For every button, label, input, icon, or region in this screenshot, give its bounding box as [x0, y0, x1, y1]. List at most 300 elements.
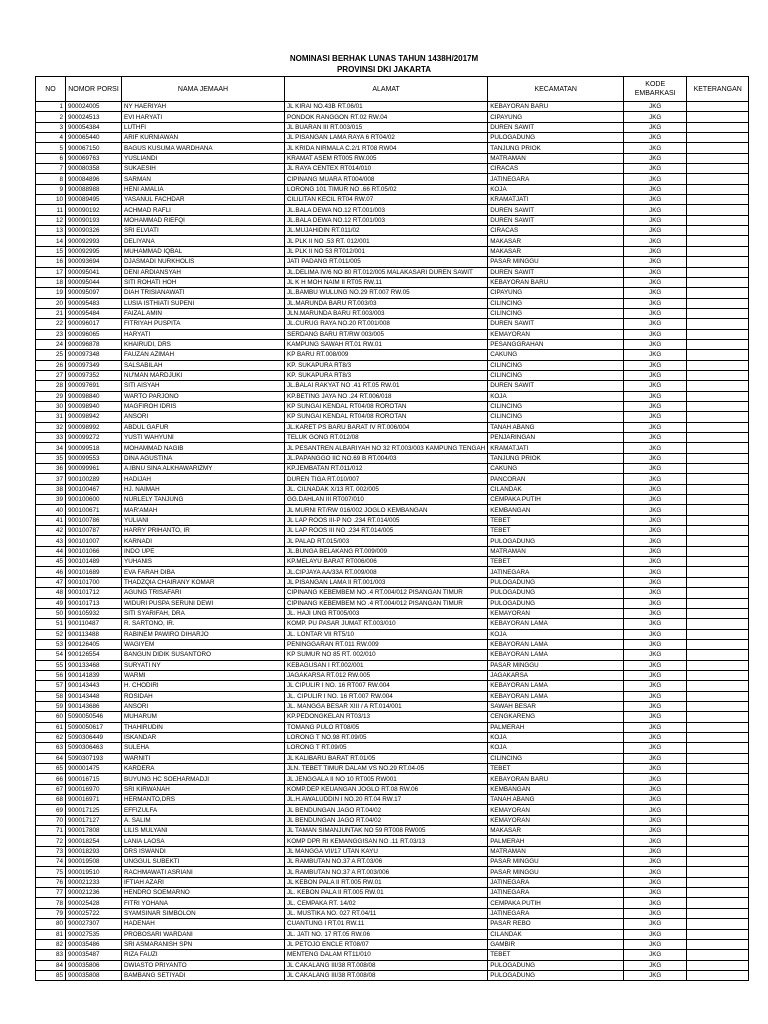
cell-keterangan	[687, 567, 749, 577]
table-row	[36, 960, 749, 970]
cell-nama-jemaah: RIZA FAUZI	[122, 950, 285, 960]
cell-keterangan	[687, 598, 749, 608]
cell-kode-embarkasi: JKG	[624, 691, 687, 701]
cell-keterangan	[687, 526, 749, 536]
table-row	[36, 598, 749, 608]
cell-nomor-porsi: 900021233	[66, 877, 122, 887]
cell-kode-embarkasi: JKG	[624, 515, 687, 525]
cell-nama-jemaah: ANSORI	[122, 412, 285, 422]
cell-nama-jemaah: MAGFIROH IDRIS	[122, 401, 285, 411]
table-row	[36, 350, 749, 360]
cell-nomor-porsi: 900088988	[66, 184, 122, 194]
cell-nama-jemaah: MAR'AMAH	[122, 505, 285, 515]
cell-alamat: JATI PADANG RT.011/005	[285, 257, 488, 267]
table-row	[36, 133, 749, 143]
table-row	[36, 505, 749, 515]
cell-kecamatan: KRAMATJATI	[488, 443, 624, 453]
cell-nomor-porsi: 900035486	[66, 939, 122, 949]
cell-no: 76	[36, 877, 66, 887]
cell-no: 4	[36, 133, 66, 143]
cell-nama-jemaah: ABDUL GAFUR	[122, 422, 285, 432]
cell-alamat: JL MURNI RT/RW 016/002 JOGLO KEMBANGAN	[285, 505, 488, 515]
table-row	[36, 226, 749, 236]
cell-keterangan	[687, 319, 749, 329]
cell-kode-embarkasi: JKG	[624, 712, 687, 722]
cell-no: 14	[36, 236, 66, 246]
cell-kode-embarkasi: JKG	[624, 246, 687, 256]
table-row	[36, 629, 749, 639]
cell-nama-jemaah: DIAH TRISIANAWATI	[122, 288, 285, 298]
cell-nomor-porsi: 900016715	[66, 774, 122, 784]
cell-kode-embarkasi: JKG	[624, 784, 687, 794]
cell-nama-jemaah: BANGUN DIDIK SUSANTORO	[122, 650, 285, 660]
cell-no: 63	[36, 743, 66, 753]
cell-kecamatan: KOJA	[488, 732, 624, 742]
cell-keterangan	[687, 474, 749, 484]
table-row	[36, 174, 749, 184]
cell-keterangan	[687, 422, 749, 432]
cell-kecamatan: PULOGADUNG	[488, 133, 624, 143]
cell-alamat: JL. CILNADAK X/13 RT. 002/005	[285, 484, 488, 494]
cell-kecamatan: KEMAYORAN	[488, 608, 624, 618]
table-row	[36, 764, 749, 774]
table-row	[36, 557, 749, 567]
cell-kecamatan: DUREN SAWIT	[488, 215, 624, 225]
cell-keterangan	[687, 691, 749, 701]
cell-nomor-porsi: 900025722	[66, 908, 122, 918]
cell-keterangan	[687, 133, 749, 143]
cell-alamat: JL PLK II NO .53 RT. 012/001	[285, 236, 488, 246]
cell-kode-embarkasi: JKG	[624, 650, 687, 660]
cell-no: 71	[36, 826, 66, 836]
cell-kode-embarkasi: JKG	[624, 370, 687, 380]
cell-nomor-porsi: 900097691	[66, 381, 122, 391]
header-nama-jemaah: NAMA JEMAAH	[122, 77, 285, 102]
cell-kode-embarkasi: JKG	[624, 453, 687, 463]
cell-alamat: JL.CIPJAYA AA/33A RT.009/008	[285, 567, 488, 577]
table-row	[36, 319, 749, 329]
cell-keterangan	[687, 867, 749, 877]
cell-no: 61	[36, 722, 66, 732]
cell-kode-embarkasi: JKG	[624, 764, 687, 774]
cell-nama-jemaah: HENDRO SOEMARNO	[122, 888, 285, 898]
cell-alamat: JLN.MARUNDA BARU RT.003/003	[285, 308, 488, 318]
table-row	[36, 277, 749, 287]
table-row	[36, 391, 749, 401]
cell-nama-jemaah: IFTIAH AZARI	[122, 877, 285, 887]
cell-kode-embarkasi: JKG	[624, 505, 687, 515]
cell-nomor-porsi: 900101700	[66, 577, 122, 587]
cell-nama-jemaah: ACHMAD RAFLI	[122, 205, 285, 215]
cell-nama-jemaah: DJASMADI NURKHOLIS	[122, 257, 285, 267]
cell-alamat: KP SUNGAI KENDAL RT04/08 ROROTAN	[285, 412, 488, 422]
cell-alamat: JL.BALA DEWA NO.12 RT.001/003	[285, 215, 488, 225]
cell-kecamatan: KEBAYORAN BARU	[488, 774, 624, 784]
cell-kecamatan: CILINCING	[488, 412, 624, 422]
table-row	[36, 370, 749, 380]
cell-nama-jemaah: WARMI	[122, 670, 285, 680]
cell-alamat: PENINGGARAN RT.011 RW.009	[285, 639, 488, 649]
cell-no: 27	[36, 370, 66, 380]
table-row	[36, 102, 749, 112]
cell-kode-embarkasi: JKG	[624, 743, 687, 753]
cell-kecamatan: KEBAYORAN LAMA	[488, 639, 624, 649]
cell-keterangan	[687, 143, 749, 153]
cell-kecamatan: PULOGADUNG	[488, 970, 624, 980]
cell-no: 5	[36, 143, 66, 153]
cell-alamat: JL PLK II NO 53 RT012/001	[285, 246, 488, 256]
cell-kecamatan: PULOGADUNG	[488, 577, 624, 587]
cell-nomor-porsi: 900141839	[66, 670, 122, 680]
cell-keterangan	[687, 505, 749, 515]
cell-kecamatan: KEBAYORAN LAMA	[488, 619, 624, 629]
cell-keterangan	[687, 515, 749, 525]
header-nomor-porsi: NOMOR PORSI	[66, 77, 122, 102]
cell-kecamatan: KEMAYORAN	[488, 329, 624, 339]
cell-nama-jemaah: EFFIZULFA	[122, 805, 285, 815]
cell-keterangan	[687, 277, 749, 287]
cell-alamat: KP.JEMBATAN RT.011/012	[285, 464, 488, 474]
cell-kode-embarkasi: JKG	[624, 236, 687, 246]
cell-nomor-porsi: 900098942	[66, 412, 122, 422]
cell-kecamatan: PASAR MINGGU	[488, 867, 624, 877]
cell-kecamatan: KEMAYORAN	[488, 815, 624, 825]
cell-nomor-porsi: 900096878	[66, 339, 122, 349]
cell-nama-jemaah: WAGIYEM	[122, 639, 285, 649]
cell-kecamatan: PESANGGRAHAN	[488, 339, 624, 349]
cell-keterangan	[687, 443, 749, 453]
cell-keterangan	[687, 836, 749, 846]
cell-nama-jemaah: YULIANI	[122, 515, 285, 525]
cell-keterangan	[687, 588, 749, 598]
cell-alamat: SERDANG BARU RT/RW 003/005	[285, 329, 488, 339]
cell-kode-embarkasi: JKG	[624, 308, 687, 318]
cell-keterangan	[687, 153, 749, 163]
cell-alamat: LORONG T RT.09/05	[285, 743, 488, 753]
cell-no: 81	[36, 929, 66, 939]
table-row	[36, 867, 749, 877]
cell-no: 8	[36, 174, 66, 184]
cell-kecamatan: TEBET	[488, 515, 624, 525]
cell-nomor-porsi: 900025428	[66, 898, 122, 908]
cell-nama-jemaah: NU'MAN MARDJUKI	[122, 370, 285, 380]
cell-kode-embarkasi: JKG	[624, 888, 687, 898]
table-row	[36, 836, 749, 846]
table-row	[36, 515, 749, 525]
cell-alamat: JL.BALAI RAKYAT NO .41 RT.05 RW.01	[285, 381, 488, 391]
cell-no: 16	[36, 257, 66, 267]
cell-no: 44	[36, 546, 66, 556]
cell-keterangan	[687, 722, 749, 732]
cell-nomor-porsi: 900069763	[66, 153, 122, 163]
cell-keterangan	[687, 298, 749, 308]
cell-keterangan	[687, 815, 749, 825]
cell-alamat: JL.BUNGA BELAKANG RT.009/009	[285, 546, 488, 556]
table-row	[36, 784, 749, 794]
cell-kode-embarkasi: JKG	[624, 143, 687, 153]
cell-keterangan	[687, 339, 749, 349]
cell-kode-embarkasi: JKG	[624, 805, 687, 815]
cell-nomor-porsi: 900097348	[66, 350, 122, 360]
cell-nama-jemaah: SULEHA	[122, 743, 285, 753]
cell-kecamatan: MAKASAR	[488, 246, 624, 256]
cell-nomor-porsi: 5090306449	[66, 732, 122, 742]
cell-nama-jemaah: NURLELY TANJUNG	[122, 495, 285, 505]
cell-no: 21	[36, 308, 66, 318]
cell-keterangan	[687, 950, 749, 960]
cell-kode-embarkasi: JKG	[624, 608, 687, 618]
cell-no: 15	[36, 246, 66, 256]
cell-no: 48	[36, 588, 66, 598]
table-row	[36, 495, 749, 505]
nominee-table	[35, 76, 749, 981]
table-row	[36, 608, 749, 618]
cell-kecamatan: CILINCING	[488, 298, 624, 308]
cell-nama-jemaah: RACHMAWATI ASRIANI	[122, 867, 285, 877]
cell-keterangan	[687, 195, 749, 205]
cell-keterangan	[687, 650, 749, 660]
cell-kecamatan: CILINCING	[488, 401, 624, 411]
table-row	[36, 588, 749, 598]
cell-keterangan	[687, 236, 749, 246]
cell-nama-jemaah: NY HAERIYAH	[122, 102, 285, 112]
cell-keterangan	[687, 784, 749, 794]
table-row	[36, 577, 749, 587]
cell-kode-embarkasi: JKG	[624, 846, 687, 856]
cell-no: 50	[36, 608, 66, 618]
cell-nama-jemaah: RABINEM PAWIRO DIHARJO	[122, 629, 285, 639]
cell-keterangan	[687, 846, 749, 856]
cell-nama-jemaah: KARNADI	[122, 536, 285, 546]
table-row	[36, 246, 749, 256]
table-row	[36, 567, 749, 577]
cell-kecamatan: CILINCING	[488, 360, 624, 370]
cell-no: 66	[36, 774, 66, 784]
cell-alamat: JL RAMBUTAN NO.37 A RT.03/06	[285, 857, 488, 867]
cell-nama-jemaah: MUHAMMAD IQBAL	[122, 246, 285, 256]
cell-keterangan	[687, 370, 749, 380]
cell-alamat: JL.BAMBU WULUNG NO.29 RT.007 RW.05	[285, 288, 488, 298]
cell-kecamatan: PALMERAH	[488, 722, 624, 732]
cell-kecamatan: DUREN SAWIT	[488, 122, 624, 132]
cell-no: 47	[36, 577, 66, 587]
cell-kode-embarkasi: JKG	[624, 339, 687, 349]
cell-no: 20	[36, 298, 66, 308]
cell-nomor-porsi: 900105932	[66, 608, 122, 618]
cell-nomor-porsi: 900017808	[66, 826, 122, 836]
cell-kecamatan: TEBET	[488, 557, 624, 567]
table-row	[36, 112, 749, 122]
cell-nama-jemaah: MUHARUM	[122, 712, 285, 722]
cell-kode-embarkasi: JKG	[624, 950, 687, 960]
cell-no: 33	[36, 433, 66, 443]
cell-nomor-porsi: 5090307193	[66, 753, 122, 763]
cell-nama-jemaah: HJ. NAIMAH	[122, 484, 285, 494]
cell-kode-embarkasi: JKG	[624, 495, 687, 505]
table-row	[36, 474, 749, 484]
cell-nama-jemaah: BAGUS KUSUMA WARDHANA	[122, 143, 285, 153]
table-row	[36, 546, 749, 556]
cell-alamat: JL. KEBON PALA II RT.005 RW.01	[285, 888, 488, 898]
cell-nomor-porsi: 900027307	[66, 919, 122, 929]
cell-kode-embarkasi: JKG	[624, 660, 687, 670]
cell-no: 74	[36, 857, 66, 867]
cell-nomor-porsi: 900100467	[66, 484, 122, 494]
cell-kode-embarkasi: JKG	[624, 898, 687, 908]
cell-nama-jemaah: DINA AGUSTINA	[122, 453, 285, 463]
cell-kecamatan: KOJA	[488, 743, 624, 753]
cell-nomor-porsi: 5090050546	[66, 712, 122, 722]
cell-kecamatan: CEMPAKA PUTIH	[488, 898, 624, 908]
cell-kecamatan: TANJUNG PRIOK	[488, 453, 624, 463]
cell-keterangan	[687, 391, 749, 401]
cell-nomor-porsi: 900095041	[66, 267, 122, 277]
cell-nomor-porsi: 900027535	[66, 929, 122, 939]
cell-nomor-porsi: 900092993	[66, 236, 122, 246]
cell-keterangan	[687, 908, 749, 918]
cell-kode-embarkasi: JKG	[624, 567, 687, 577]
table-row	[36, 308, 749, 318]
cell-no: 55	[36, 660, 66, 670]
cell-kode-embarkasi: JKG	[624, 205, 687, 215]
cell-alamat: KOMP. PU PASAR JUMAT RT.003/010	[285, 619, 488, 629]
cell-no: 10	[36, 195, 66, 205]
cell-no: 28	[36, 381, 66, 391]
cell-nomor-porsi: 900101489	[66, 557, 122, 567]
cell-alamat: JL.MARUNDA BARU RT.003/03	[285, 298, 488, 308]
cell-nomor-porsi: 900100787	[66, 526, 122, 536]
cell-kecamatan: PULOGADUNG	[488, 536, 624, 546]
cell-alamat: JL.CURUG RAYA NO.20 RT.001/008	[285, 319, 488, 329]
cell-no: 68	[36, 795, 66, 805]
cell-kode-embarkasi: JKG	[624, 619, 687, 629]
cell-alamat: JL BENDUNGAN JAGO RT.04/02	[285, 815, 488, 825]
cell-no: 24	[36, 339, 66, 349]
table-row	[36, 919, 749, 929]
cell-nama-jemaah: HADIJAH	[122, 474, 285, 484]
cell-kode-embarkasi: JKG	[624, 329, 687, 339]
cell-kode-embarkasi: JKG	[624, 267, 687, 277]
table-row	[36, 288, 749, 298]
cell-nomor-porsi: 900093694	[66, 257, 122, 267]
cell-kecamatan: PASAR REBO	[488, 919, 624, 929]
cell-kecamatan: CEMPAKA PUTIH	[488, 495, 624, 505]
table-row	[36, 484, 749, 494]
cell-alamat: JL PISANGAN LAMA RAYA 6 RT04/02	[285, 133, 488, 143]
cell-nama-jemaah: DELIYANA	[122, 236, 285, 246]
cell-nomor-porsi: 900090193	[66, 215, 122, 225]
cell-nama-jemaah: DENI ARDIANSYAH	[122, 267, 285, 277]
cell-nama-jemaah: YUHANIS	[122, 557, 285, 567]
cell-no: 75	[36, 867, 66, 877]
cell-nama-jemaah: YASANUL FACHDAR	[122, 195, 285, 205]
cell-no: 30	[36, 401, 66, 411]
cell-alamat: KEBAGUSAN I RT.002/001	[285, 660, 488, 670]
cell-kecamatan: JATINEGARA	[488, 888, 624, 898]
cell-no: 70	[36, 815, 66, 825]
cell-kecamatan: MATRAMAN	[488, 846, 624, 856]
cell-keterangan	[687, 939, 749, 949]
table-row	[36, 650, 749, 660]
cell-keterangan	[687, 960, 749, 970]
cell-alamat: KP.BETING JAYA NO .24 RT.006/018	[285, 391, 488, 401]
cell-kode-embarkasi: JKG	[624, 133, 687, 143]
cell-alamat: JL KALIBARU BARAT RT.01/05	[285, 753, 488, 763]
cell-no: 72	[36, 836, 66, 846]
cell-no: 59	[36, 701, 66, 711]
cell-kecamatan: MATRAMAN	[488, 546, 624, 556]
cell-nama-jemaah: YUSTI WAHYUNI	[122, 433, 285, 443]
cell-nama-jemaah: FITRIYAH PUSPITA	[122, 319, 285, 329]
cell-nama-jemaah: MOHAMMAD RIEFQI	[122, 215, 285, 225]
table-row	[36, 691, 749, 701]
cell-nomor-porsi: 900024005	[66, 102, 122, 112]
cell-no: 31	[36, 412, 66, 422]
cell-no: 39	[36, 495, 66, 505]
cell-alamat: KAMPUNG SAWAH RT.01 RW.01	[285, 339, 488, 349]
cell-kode-embarkasi: JKG	[624, 122, 687, 132]
cell-alamat: TOMANG PULO RT08/05	[285, 722, 488, 732]
cell-alamat: CIPINANG KEBEMBEM NO .4 RT.004/012 PISANGAN TIMUR	[285, 588, 488, 598]
cell-no: 19	[36, 288, 66, 298]
cell-keterangan	[687, 412, 749, 422]
cell-kode-embarkasi: JKG	[624, 360, 687, 370]
cell-nomor-porsi: 900101713	[66, 598, 122, 608]
cell-kode-embarkasi: JKG	[624, 112, 687, 122]
table-row	[36, 381, 749, 391]
cell-nomor-porsi: 900143686	[66, 701, 122, 711]
cell-keterangan	[687, 877, 749, 887]
cell-alamat: JL. MUSTIKA NO. 027 RT.04/11	[285, 908, 488, 918]
cell-alamat: JL MANGGA VII/17 UTAN KAYU	[285, 846, 488, 856]
cell-keterangan	[687, 246, 749, 256]
table-row	[36, 215, 749, 225]
cell-kode-embarkasi: JKG	[624, 701, 687, 711]
cell-no: 60	[36, 712, 66, 722]
table-row	[36, 660, 749, 670]
cell-nama-jemaah: THAHIRUDIN	[122, 722, 285, 732]
cell-alamat: JL RAYA CENTEX RT014/010	[285, 164, 488, 174]
table-row	[36, 670, 749, 680]
cell-kode-embarkasi: JKG	[624, 919, 687, 929]
table-row	[36, 267, 749, 277]
cell-no: 26	[36, 360, 66, 370]
cell-nama-jemaah: ANSORI	[122, 701, 285, 711]
cell-no: 56	[36, 670, 66, 680]
table-row	[36, 805, 749, 815]
cell-kode-embarkasi: JKG	[624, 557, 687, 567]
cell-alamat: JL PALAD RT.015/003	[285, 536, 488, 546]
cell-nama-jemaah: BAMBANG SETIYADI	[122, 970, 285, 980]
cell-nama-jemaah: FAIZAL AMIN	[122, 308, 285, 318]
cell-alamat: KP. SUKAPURA RT8/3	[285, 360, 488, 370]
cell-nama-jemaah: MOHAMMAD NAGIB	[122, 443, 285, 453]
table-row	[36, 453, 749, 463]
cell-kecamatan: KEMBANGAN	[488, 505, 624, 515]
cell-nama-jemaah: PROBOSARI WARDANI	[122, 929, 285, 939]
cell-kecamatan: CILINCING	[488, 370, 624, 380]
cell-alamat: KOMP.DEP KEUANGAN JOGLO RT.08 RW.06	[285, 784, 488, 794]
cell-no: 85	[36, 970, 66, 980]
cell-kecamatan: KEBAYORAN LAMA	[488, 691, 624, 701]
table-header-row	[36, 77, 749, 102]
cell-keterangan	[687, 350, 749, 360]
cell-kecamatan: KEBAYORAN BARU	[488, 277, 624, 287]
cell-nomor-porsi: 900018293	[66, 846, 122, 856]
cell-alamat: JL CIPULIR I NO. 16 RT007 RW.004	[285, 681, 488, 691]
cell-kode-embarkasi: JKG	[624, 298, 687, 308]
cell-nomor-porsi: 900098840	[66, 391, 122, 401]
